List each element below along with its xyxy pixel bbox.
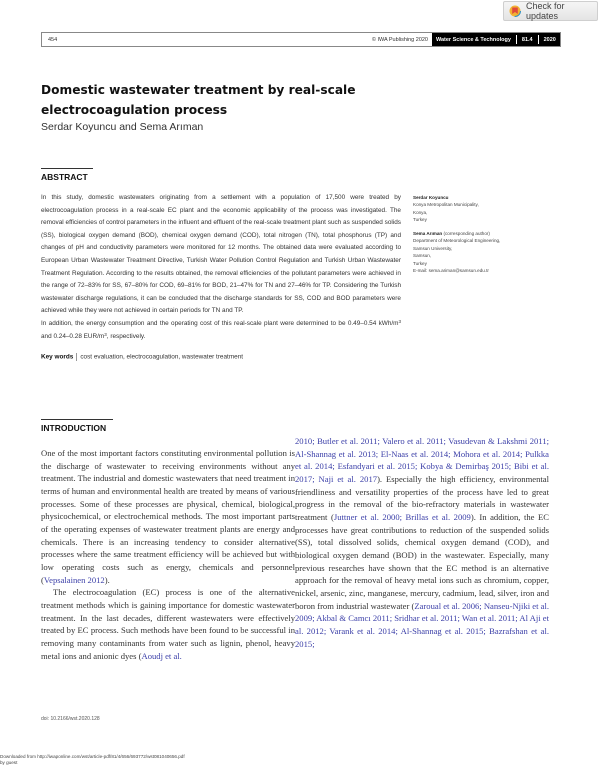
journal-year: 2020 — [543, 36, 556, 43]
introduction-heading: INTRODUCTION — [41, 423, 107, 433]
intro-paragraph-1: One of the most important factors constituting environmental pollution is the discharge of wastewater to receiving environments without any treatment. The industrial and domestic wastewaters that need treatment in terms of human and environmental health are treated by means of various processes. Some of these processes are physical, chemical, biological, physicochemical, or electrochemical methods. The most important parts of the operating expenses of wastewater treatment plants are energy and chemicals. There is an increasing tendency to consider alternative processes where the same treatment efficiency will be achieved but with low operating costs such as energy, chemicals and personnel (Vepsalainen 2012). — [41, 448, 295, 585]
keywords-list: cost evaluation, electrocoagulation, wastewater treatment — [80, 353, 244, 361]
intro-paragraph-2-cont: 2010; Butler et al. 2011; Valero et al. 2011; Vasudevan & Lakshmi 2011; Al-Shannag et al. 2013; El-Naas et al. 2014; Mohora et al. 2014; Pulkka et al. 2014; Esfandyari et al. 2015; Kobya & Demirbaş 2015; Bibi et al. 2017; Naji et al. 2017). Especially the high efficiency, environmental friendliness and versatility properties of the process have led to great progress in the removal of the bio-refractory materials in wastewater treatment (Juttner et al. 2000; Brillas et al. 2009). In addition, the EC processes have great contributions to reduction of the suspended solids (SS), total dissolved solids, chemical oxygen demand (COD), and biological oxygen demand (BOD) in the wastewater. Especially, many previous researches have shown that the EC method is an alternative approach for the removal of heavy metal ions such as chromium, copper, nickel, arsenic, zinc, manganese, mercury, cadmium, lead, silver, iron and boron from industrial wastewater (Zaroual et al. 2006; Nanseu-Njiki et al. 2009; Akbal & Camcı 2011; Sridhar et al. 2011; Wan et al. 2011; Al Aji et al. 2012; Varank et al. 2014; Al-Shannag et al. 2015; Bazrafshan et al. 2015; — [295, 436, 549, 649]
volume-issue: 81.4 — [521, 36, 533, 43]
divider — [516, 35, 517, 44]
journal-banner — [432, 33, 560, 46]
affiliation-1: Serdar Koyuncu Konya Metropolitan Municipality, Konya, Turkey — [413, 195, 479, 223]
journal-name: Water Science & Technology — [436, 36, 511, 43]
citation-link[interactable]: Aoudj et al. — [141, 650, 182, 661]
doi[interactable]: doi: 10.2166/wst.2020.128 — [41, 716, 100, 722]
keywords — [41, 353, 243, 361]
crossmark-icon — [509, 5, 521, 17]
divider — [76, 353, 77, 361]
copyright: © IWA Publishing 2020 — [371, 36, 428, 43]
citation-list[interactable]: 2010; Butler et al. 2011; Valero et al. 2011; Vasudevan & Lakshmi 2011; Al-Shannag et al. 2013; El-Naas et al. 2014; Mohora et al. 2014; Pulkka et al. 2014; Esfandyari et al. 2015; Kobya & Demirbaş 2015; Bibi et al. 2017; Naji et al. 2017 — [295, 436, 549, 484]
article-authors: Serdar Koyuncu and Sema Arıman — [41, 121, 204, 133]
citation-list[interactable]: Zaroual et al. 2006; Nanseu-Njiki et al. 2009; Akbal & Camcı 2011; Sridhar et al. 2011; Wan et al. 2011; Al Aji et al. 2012; Varank et al. 2014; Al-Shannag et al. 2015; Bazrafshan et al. 2015; — [295, 600, 549, 649]
download-notice: Downloaded from http://iwaponline.com/wst/article-pdf/81/4/656/693772/wst081040656.pdf by guest — [0, 754, 185, 765]
divider — [538, 35, 539, 44]
section-rule — [41, 419, 113, 420]
intro-paragraph-2: The electrocoagulation (EC) process is one of the alternative treatment methods which is gaining importance for domestic wastewater treatment. In the last decades, different wastewaters were effectively treated by EC process. Such methods have been found to be successful in removing many contaminants from water such as lignin, phenol, heavy metal ions and anionic dyes (Aoudj et al. — [41, 587, 295, 661]
abstract-heading: ABSTRACT — [41, 172, 88, 182]
article-title: Domestic wastewater treatment by real-scale electrocoagulation process — [41, 83, 356, 117]
corresponding-email[interactable]: E-mail: sema.ariman@samsun.edu.tr — [413, 268, 489, 274]
citation-list[interactable]: Juttner et al. 2000; Brillas et al. 2009 — [333, 511, 471, 522]
section-rule — [41, 168, 93, 169]
check-for-updates-label: Check for updates — [526, 1, 565, 21]
check-for-updates-button[interactable] — [503, 1, 598, 21]
page-number: 454 — [48, 36, 58, 43]
abstract-body: In this study, domestic wastewaters originating from a settlement with a population of 17,500 were treated by electrocoagulation process in a real-scale EC plant and the economic applicability of the process was investigated. The removal efficiencies of control parameters in the influent and effluent of the real-scale treatment plant such as suspended solids (SS), biological oxygen demand (BOD), chemical oxygen demand (COD), total nitrogen (TN), total phosphorus (TP) and changes of pH and conductivity parameters were monitored for 12 months. The obtained data were evaluated according to European Urban Wastewater Treatment Directive, Turkish Water Pollution Control Regulation and Turkish Urban Wastewater Treatment Regulation. According to the results obtained, the removal efficiencies of the pollutant parameters were achieved in the range of 72–83% for SS, 67–80% for COD, 69–81% for BOD, 21–47% for TN and 27–46% for TP. Considering the Turkish wastewater discharge regulations, it can be concluded that the discharge standards for SS, COD and BOD parameters were achieved while they were not achieved in certain periods for TN and TP. In addition, the energy consumption and the operating cost of this real-scale plant were determined to be 0.49–0.54 kWh/$m^3$ and 0.24–0.28 EUR/$m^3$, respectively. — [41, 194, 401, 340]
citation-link[interactable]: Vepsalainen 2012 — [43, 574, 105, 585]
running-header — [41, 32, 561, 47]
keywords-label: Key words — [41, 353, 74, 361]
intro-left-column — [41, 447, 295, 662]
abstract-paragraph: In this study, domestic wastewaters originating from a settlement with a population of 17,500 were treated by electrocoagulation process in a real-scale EC plant and the economic applicability of the process was investigated. The removal efficiencies of control parameters in the influent and effluent of the real-scale treatment plant such as suspended solids (SS), biological oxygen demand (BOD), chemical oxygen demand (COD), total nitrogen (TN), total phosphorus (TP) and changes of pH and conductivity parameters were monitored for 12 months. The obtained data were evaluated according to European Urban Wastewater Treatment Directive, Turkish Water Pollution Control Regulation and Turkish Urban Wastewater Treatment Regulation. According to the results obtained, the removal efficiencies of the pollutant parameters were achieved in the range of 72–83% for SS, 67–80% for COD, 69–81% for BOD, 21–47% for TN and 27–46% for TP. Considering the Turkish wastewater discharge regulations, it can be concluded that the discharge standards for SS, COD and BOD parameters were achieved while they were not achieved in certain periods for TN and TP. — [41, 194, 401, 315]
intro-right-column — [295, 435, 549, 650]
affiliation-2: Sema Arıman (corresponding author) Department of Meteorological Engineering, Samsun University, Samsun, Turkey E-mail: sema.ariman@samsun.edu.tr — [413, 231, 501, 274]
